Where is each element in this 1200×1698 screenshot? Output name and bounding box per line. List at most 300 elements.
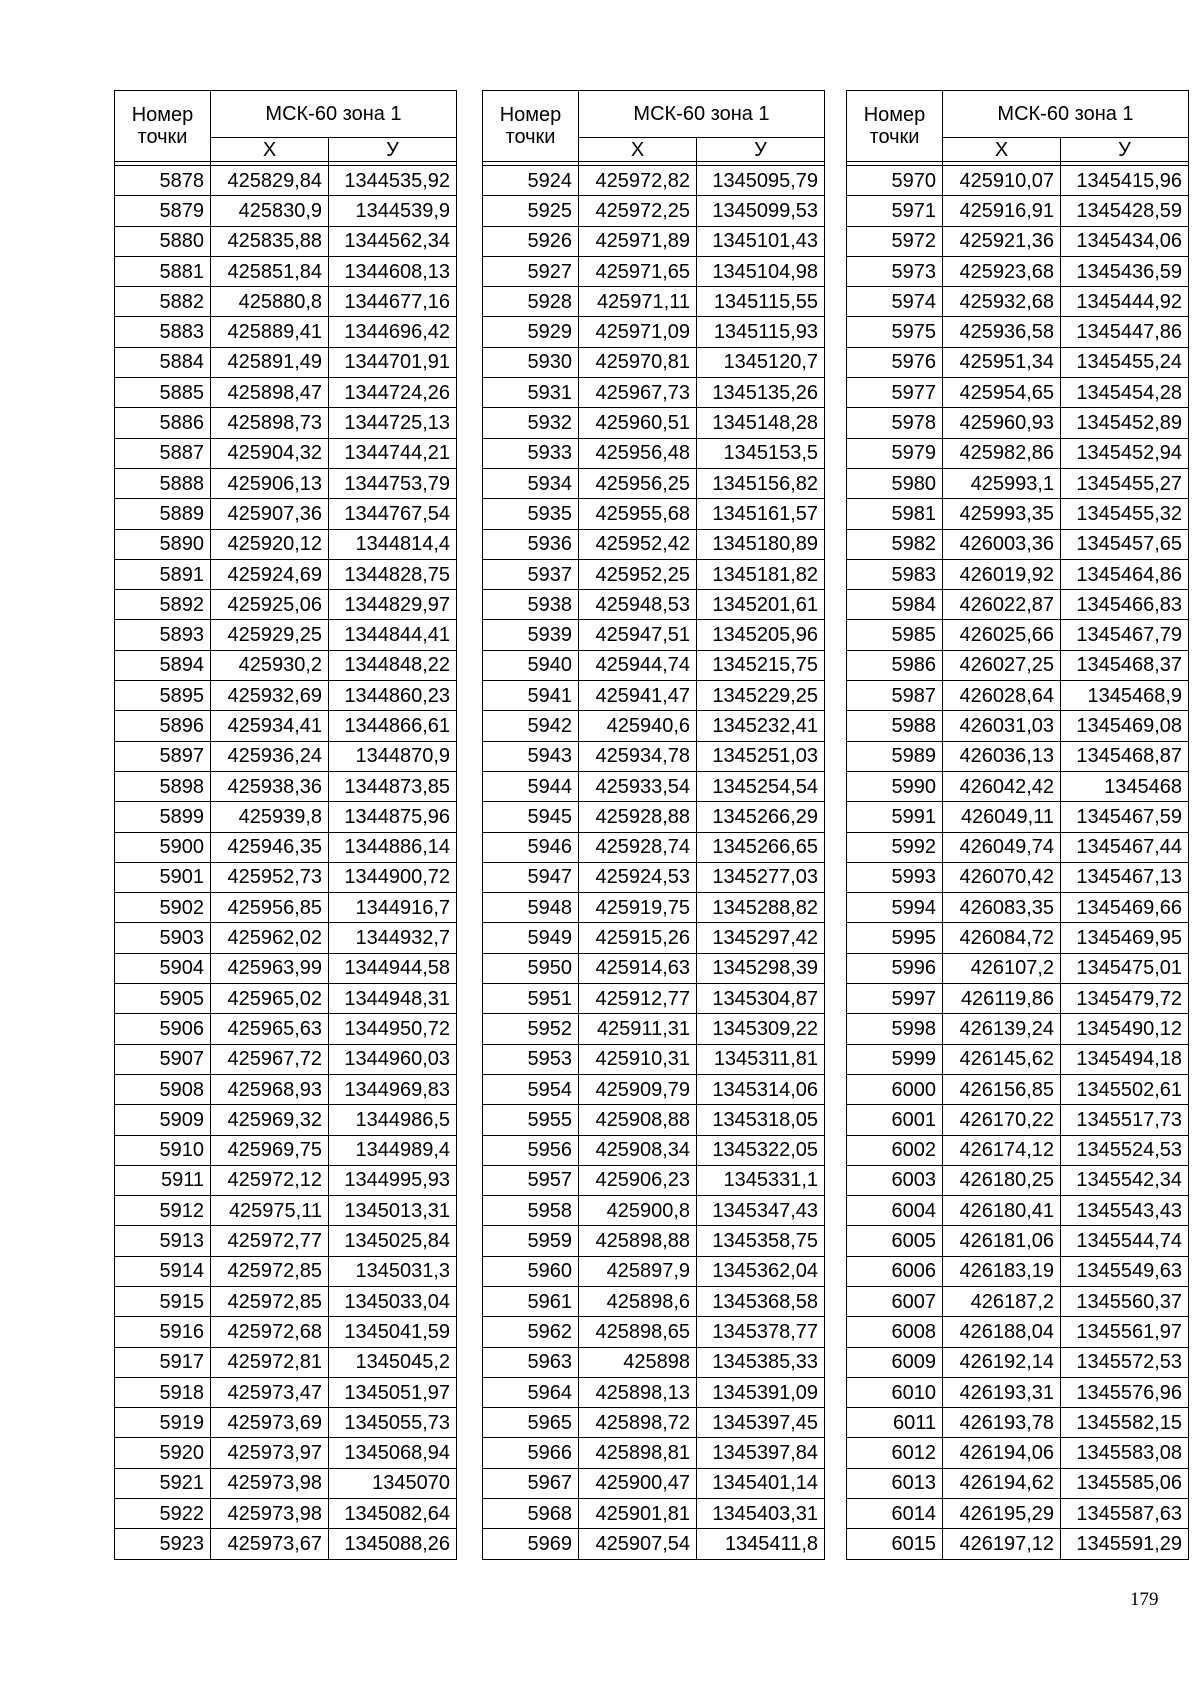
table-row [115,832,457,862]
table-row [115,529,457,559]
y-coordinate-cell: 1345229,25 [697,681,825,711]
point-number-cell: 5931 [483,378,579,408]
table-row [483,923,825,953]
point-number-cell: 5939 [483,620,579,650]
y-coordinate-cell: 1344875,96 [329,802,457,832]
x-coordinate-cell: 425956,48 [579,438,697,468]
y-coordinate-cell: 1345161,57 [697,499,825,529]
y-coordinate-cell: 1345322,05 [697,1135,825,1165]
x-coordinate-cell: 425907,54 [579,1529,697,1559]
y-coordinate-cell: 1345428,59 [1061,196,1189,226]
y-coordinate-cell: 1344767,54 [329,499,457,529]
point-number-cell: 5976 [847,347,943,377]
x-coordinate-cell: 425898 [579,1347,697,1377]
y-coordinate-cell: 1345232,41 [697,711,825,741]
x-coordinate-cell: 425930,2 [211,650,329,680]
y-coordinate-cell: 1345318,05 [697,1105,825,1135]
point-number-cell: 5952 [483,1014,579,1044]
table-row [483,1529,825,1559]
x-coordinate-cell: 425952,73 [211,862,329,892]
table-row [847,468,1189,498]
y-coordinate-cell: 1345561,97 [1061,1317,1189,1347]
point-number-cell: 5954 [483,1074,579,1104]
x-coordinate-cell: 425910,07 [943,166,1061,196]
table-row [847,559,1189,589]
x-header: Х [579,138,697,162]
point-number-cell: 5918 [115,1377,211,1407]
x-coordinate-cell: 425965,63 [211,1014,329,1044]
table-row [483,862,825,892]
point-number-cell: 5936 [483,529,579,559]
x-coordinate-cell: 425954,65 [943,378,1061,408]
x-coordinate-cell: 425915,26 [579,923,697,953]
table-row [115,1135,457,1165]
x-coordinate-cell: 425916,91 [943,196,1061,226]
x-coordinate-cell: 425909,79 [579,1074,697,1104]
x-coordinate-cell: 426181,06 [943,1226,1061,1256]
y-coordinate-cell: 1345070 [329,1468,457,1498]
y-coordinate-cell: 1344960,03 [329,1044,457,1074]
x-coordinate-cell: 425933,54 [579,771,697,801]
x-coordinate-cell: 425889,41 [211,317,329,347]
x-coordinate-cell: 425973,98 [211,1468,329,1498]
y-coordinate-cell: 1344701,91 [329,347,457,377]
point-number-cell: 5990 [847,771,943,801]
point-number-cell: 5966 [483,1438,579,1468]
point-number-cell: 6008 [847,1317,943,1347]
x-coordinate-cell: 426180,41 [943,1196,1061,1226]
point-number-cell: 5903 [115,923,211,953]
y-coordinate-cell: 1345088,26 [329,1529,457,1559]
x-coordinate-cell: 425951,34 [943,347,1061,377]
point-number-cell: 5891 [115,559,211,589]
x-coordinate-cell: 426180,25 [943,1165,1061,1195]
x-coordinate-cell: 425956,85 [211,893,329,923]
y-coordinate-cell: 1344900,72 [329,862,457,892]
table-row [115,862,457,892]
table-row [847,1317,1189,1347]
point-number-cell: 5972 [847,226,943,256]
y-coordinate-cell: 1345153,5 [697,438,825,468]
y-coordinate-cell: 1345585,06 [1061,1468,1189,1498]
coordinates-table-2 [482,90,825,1560]
point-number-cell: 5927 [483,256,579,286]
x-coordinate-cell: 425941,47 [579,681,697,711]
table-row [115,771,457,801]
table-row [483,317,825,347]
x-coordinate-cell: 425829,84 [211,166,329,196]
x-coordinate-cell: 425898,81 [579,1438,697,1468]
point-number-cell: 6013 [847,1468,943,1498]
point-number-cell: 5959 [483,1226,579,1256]
point-number-cell: 5922 [115,1499,211,1529]
table-row [483,1044,825,1074]
point-number-cell: 5951 [483,984,579,1014]
table-row [847,620,1189,650]
y-coordinate-cell: 1344696,42 [329,317,457,347]
y-coordinate-cell: 1345309,22 [697,1014,825,1044]
x-coordinate-cell: 425973,98 [211,1499,329,1529]
table-row [115,196,457,226]
y-coordinate-cell: 1344873,85 [329,771,457,801]
y-coordinate-cell: 1345447,86 [1061,317,1189,347]
y-coordinate-cell: 1345297,42 [697,923,825,953]
x-coordinate-cell: 426174,12 [943,1135,1061,1165]
table-row [483,620,825,650]
table-row [847,1438,1189,1468]
table-row [847,499,1189,529]
x-coordinate-cell: 425921,36 [943,226,1061,256]
y-coordinate-cell: 1345436,59 [1061,256,1189,286]
x-coordinate-cell: 425910,31 [579,1044,697,1074]
x-coordinate-cell: 425982,86 [943,438,1061,468]
x-coordinate-cell: 425972,81 [211,1347,329,1377]
table-row [847,1286,1189,1316]
y-coordinate-cell: 1345454,28 [1061,378,1189,408]
x-coordinate-cell: 425900,47 [579,1468,697,1498]
point-number-cell: 5924 [483,166,579,196]
x-coordinate-cell: 425880,8 [211,287,329,317]
table-row [115,1044,457,1074]
point-number-cell: 5957 [483,1165,579,1195]
point-number-cell: 6006 [847,1256,943,1286]
x-coordinate-cell: 425898,73 [211,408,329,438]
table-row [483,1196,825,1226]
point-number-cell: 5942 [483,711,579,741]
point-number-cell: 5897 [115,741,211,771]
x-coordinate-cell: 425973,47 [211,1377,329,1407]
table-row [483,1468,825,1498]
table-row [483,590,825,620]
point-number-cell: 5994 [847,893,943,923]
table-row [847,953,1189,983]
table-row [847,711,1189,741]
point-number-cell: 5949 [483,923,579,953]
point-number-cell: 5881 [115,256,211,286]
x-coordinate-cell: 425897,9 [579,1256,697,1286]
x-header: Х [943,138,1061,162]
x-coordinate-cell: 425952,25 [579,559,697,589]
y-coordinate-cell: 1344969,83 [329,1074,457,1104]
point-number-cell: 5937 [483,559,579,589]
point-number-cell: 5900 [115,832,211,862]
x-coordinate-cell: 426036,13 [943,741,1061,771]
table-row [483,650,825,680]
table-row [115,378,457,408]
table-row [483,1135,825,1165]
table-row [483,378,825,408]
coordinate-system-header: МСК-60 зона 1 [579,91,825,138]
table-row [847,771,1189,801]
x-coordinate-cell: 426197,12 [943,1529,1061,1559]
point-number-cell: 5899 [115,802,211,832]
y-coordinate-cell: 1344916,7 [329,893,457,923]
y-coordinate-cell: 1345502,61 [1061,1074,1189,1104]
y-coordinate-cell: 1345467,59 [1061,802,1189,832]
table-row [847,256,1189,286]
point-number-cell: 5941 [483,681,579,711]
x-coordinate-cell: 425936,58 [943,317,1061,347]
point-number-cell: 5970 [847,166,943,196]
table-row [115,1468,457,1498]
table-row [483,984,825,1014]
point-number-cell: 5981 [847,499,943,529]
point-number-cell: 5996 [847,953,943,983]
x-coordinate-cell: 426139,24 [943,1014,1061,1044]
y-coordinate-cell: 1345490,12 [1061,1014,1189,1044]
y-coordinate-cell: 1345215,75 [697,650,825,680]
table-row [115,1256,457,1286]
y-header: У [1061,138,1189,162]
table-row [115,590,457,620]
x-coordinate-cell: 425938,36 [211,771,329,801]
y-coordinate-cell: 1345467,44 [1061,832,1189,862]
table-row [483,347,825,377]
x-coordinate-cell: 425898,13 [579,1377,697,1407]
x-coordinate-cell: 426019,92 [943,559,1061,589]
x-coordinate-cell: 425898,6 [579,1286,697,1316]
x-coordinate-cell: 426028,64 [943,681,1061,711]
y-coordinate-cell: 1344866,61 [329,711,457,741]
y-coordinate-cell: 1345467,13 [1061,862,1189,892]
table-row [847,590,1189,620]
x-coordinate-cell: 425929,25 [211,620,329,650]
x-coordinate-cell: 426003,36 [943,529,1061,559]
y-header: У [697,138,825,162]
point-number-cell: 5935 [483,499,579,529]
table-row [483,1165,825,1195]
table-row [115,741,457,771]
y-coordinate-cell: 1345266,65 [697,832,825,862]
table-row [483,1499,825,1529]
table-row [483,256,825,286]
y-coordinate-cell: 1344814,4 [329,529,457,559]
point-number-cell: 5923 [115,1529,211,1559]
point-number-header: Номер точки [115,91,211,162]
point-number-cell: 5890 [115,529,211,559]
y-coordinate-cell: 1345251,03 [697,741,825,771]
table-row [483,1226,825,1256]
point-number-cell: 5928 [483,287,579,317]
y-coordinate-cell: 1345455,32 [1061,499,1189,529]
y-coordinate-cell: 1345033,04 [329,1286,457,1316]
point-number-cell: 6010 [847,1377,943,1407]
x-coordinate-cell: 426049,11 [943,802,1061,832]
point-number-cell: 5914 [115,1256,211,1286]
x-coordinate-cell: 425948,53 [579,590,697,620]
point-number-cell: 5997 [847,984,943,1014]
point-number-cell: 5884 [115,347,211,377]
y-coordinate-cell: 1344535,92 [329,166,457,196]
y-coordinate-cell: 1345120,7 [697,347,825,377]
x-coordinate-cell: 425898,47 [211,378,329,408]
point-number-cell: 5888 [115,468,211,498]
x-coordinate-cell: 425944,74 [579,650,697,680]
point-number-cell: 5933 [483,438,579,468]
table-row [115,166,457,196]
point-number-cell: 5901 [115,862,211,892]
point-number-cell: 5898 [115,771,211,801]
y-coordinate-cell: 1345452,89 [1061,408,1189,438]
table-row [483,226,825,256]
x-coordinate-cell: 425946,35 [211,832,329,862]
point-number-cell: 5908 [115,1074,211,1104]
y-coordinate-cell: 1345101,43 [697,226,825,256]
table-row [115,1286,457,1316]
table-row [847,287,1189,317]
table-row [847,923,1189,953]
y-coordinate-cell: 1344744,21 [329,438,457,468]
point-number-cell: 5909 [115,1105,211,1135]
y-coordinate-cell: 1345401,14 [697,1468,825,1498]
table-row [115,1226,457,1256]
y-coordinate-cell: 1345468,87 [1061,741,1189,771]
y-coordinate-cell: 1345115,93 [697,317,825,347]
point-number-cell: 5921 [115,1468,211,1498]
table-row [483,468,825,498]
y-coordinate-cell: 1345205,96 [697,620,825,650]
point-number-cell: 5895 [115,681,211,711]
point-number-cell: 6009 [847,1347,943,1377]
table-row [115,408,457,438]
y-coordinate-cell: 1345041,59 [329,1317,457,1347]
table-row [115,650,457,680]
y-coordinate-cell: 1345560,37 [1061,1286,1189,1316]
y-coordinate-cell: 1344950,72 [329,1014,457,1044]
y-coordinate-cell: 1345543,43 [1061,1196,1189,1226]
table-row [483,559,825,589]
x-coordinate-cell: 425904,32 [211,438,329,468]
table-row [847,166,1189,196]
table-row [847,802,1189,832]
y-coordinate-cell: 1344724,26 [329,378,457,408]
y-coordinate-cell: 1344725,13 [329,408,457,438]
x-coordinate-cell: 426025,66 [943,620,1061,650]
y-coordinate-cell: 1344995,93 [329,1165,457,1195]
x-coordinate-cell: 425891,49 [211,347,329,377]
point-number-cell: 5975 [847,317,943,347]
point-number-cell: 5983 [847,559,943,589]
point-number-cell: 5963 [483,1347,579,1377]
table-row [483,166,825,196]
y-coordinate-cell: 1345013,31 [329,1196,457,1226]
point-number-cell: 5893 [115,620,211,650]
y-coordinate-cell: 1345434,06 [1061,226,1189,256]
y-coordinate-cell: 1345254,54 [697,771,825,801]
point-number-cell: 5913 [115,1226,211,1256]
x-coordinate-cell: 425901,81 [579,1499,697,1529]
y-coordinate-cell: 1345082,64 [329,1499,457,1529]
x-coordinate-cell: 425972,77 [211,1226,329,1256]
coordinates-table-1 [114,90,457,1560]
x-coordinate-cell: 425947,51 [579,620,697,650]
point-number-cell: 5988 [847,711,943,741]
x-coordinate-cell: 425911,31 [579,1014,697,1044]
page-number: 179 [1130,1589,1159,1610]
point-number-cell: 5968 [483,1499,579,1529]
table-row [483,1347,825,1377]
point-number-cell: 5964 [483,1377,579,1407]
table-row [483,499,825,529]
point-number-cell: 5907 [115,1044,211,1074]
table-row [483,1074,825,1104]
point-number-cell: 5880 [115,226,211,256]
x-coordinate-cell: 426156,85 [943,1074,1061,1104]
y-coordinate-cell: 1345391,09 [697,1377,825,1407]
table-row [115,1499,457,1529]
coordinates-table-3 [846,90,1189,1560]
x-coordinate-cell: 425912,77 [579,984,697,1014]
y-coordinate-cell: 1345524,53 [1061,1135,1189,1165]
y-coordinate-cell: 1345148,28 [697,408,825,438]
y-coordinate-cell: 1345549,63 [1061,1256,1189,1286]
point-number-cell: 5998 [847,1014,943,1044]
y-coordinate-cell: 1345314,06 [697,1074,825,1104]
x-coordinate-cell: 425898,88 [579,1226,697,1256]
point-number-cell: 6005 [847,1226,943,1256]
y-coordinate-cell: 1344844,41 [329,620,457,650]
x-coordinate-cell: 425851,84 [211,256,329,286]
x-coordinate-cell: 425967,72 [211,1044,329,1074]
y-coordinate-cell: 1345385,33 [697,1347,825,1377]
table-row [847,984,1189,1014]
x-coordinate-cell: 425934,78 [579,741,697,771]
x-coordinate-cell: 425970,81 [579,347,697,377]
y-coordinate-cell: 1345455,24 [1061,347,1189,377]
y-coordinate-cell: 1345068,94 [329,1438,457,1468]
point-number-cell: 5950 [483,953,579,983]
x-coordinate-cell: 425967,73 [579,378,697,408]
y-coordinate-cell: 1345055,73 [329,1408,457,1438]
table-row [847,1529,1189,1559]
table-row [115,256,457,286]
point-number-cell: 5882 [115,287,211,317]
y-coordinate-cell: 1344860,23 [329,681,457,711]
point-number-cell: 5948 [483,893,579,923]
point-number-cell: 5878 [115,166,211,196]
y-coordinate-cell: 1345362,04 [697,1256,825,1286]
y-coordinate-cell: 1345298,39 [697,953,825,983]
point-number-cell: 5978 [847,408,943,438]
y-coordinate-cell: 1345115,55 [697,287,825,317]
table-row [847,1074,1189,1104]
table-row [483,1256,825,1286]
y-coordinate-cell: 1345378,77 [697,1317,825,1347]
x-coordinate-cell: 425963,99 [211,953,329,983]
point-number-cell: 5971 [847,196,943,226]
x-coordinate-cell: 425973,69 [211,1408,329,1438]
point-number-cell: 5906 [115,1014,211,1044]
x-coordinate-cell: 425972,85 [211,1286,329,1316]
point-number-cell: 6000 [847,1074,943,1104]
point-number-cell: 5902 [115,893,211,923]
x-coordinate-cell: 426195,29 [943,1499,1061,1529]
y-coordinate-cell: 1345517,73 [1061,1105,1189,1135]
point-number-cell: 5932 [483,408,579,438]
x-coordinate-cell: 425960,51 [579,408,697,438]
table-row [115,559,457,589]
table-row [483,711,825,741]
x-coordinate-cell: 425898,65 [579,1317,697,1347]
point-number-cell: 5967 [483,1468,579,1498]
x-coordinate-cell: 425972,12 [211,1165,329,1195]
point-number-cell: 5955 [483,1105,579,1135]
y-coordinate-cell: 1345347,43 [697,1196,825,1226]
x-coordinate-cell: 426187,2 [943,1286,1061,1316]
y-coordinate-cell: 1345468 [1061,771,1189,801]
x-coordinate-cell: 426083,35 [943,893,1061,923]
table-row [847,1135,1189,1165]
